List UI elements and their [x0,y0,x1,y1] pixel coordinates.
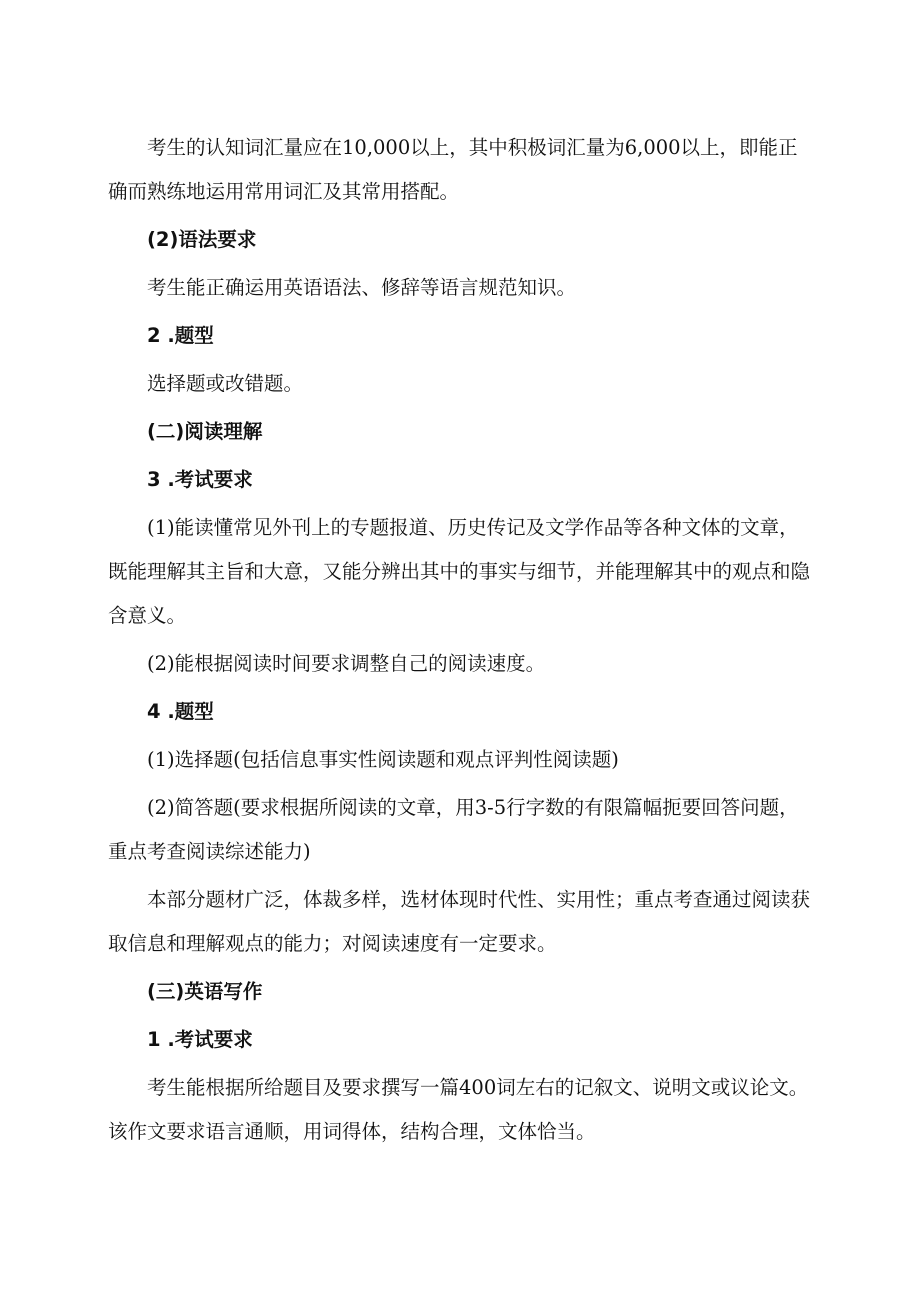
paragraph-reading-requirement-1: (1)能读懂常见外刊上的专题报道、历史传记及文学作品等各种文体的文章，既能理解其主旨和大意，又能分辨出其中的事实与细节，并能理解其中的观点和隐含意义。 [108,516,811,627]
paragraph-writing-requirement: 考生能根据所给题目及要求撰写一篇400词左右的记叙文、说明文或议论文。该作文要求语言通顺，用词得体，结构合理，文体恰当。 [108,1076,809,1143]
document-page [108,126,816,1158]
heading-english-writing: (三)英语写作 [147,980,263,1003]
paragraph-vocabulary: 考生的认知词汇量应在10,000以上，其中积极词汇量为6,000以上，即能正确而熟练地运用常用词汇及其常用搭配。 [108,136,798,203]
heading-question-types-4: 4 .题型 [147,700,214,723]
heading-exam-requirements-1: 1 .考试要求 [147,1028,253,1051]
paragraph-reading-scope: 本部分题材广泛，体裁多样，选材体现时代性、实用性；重点考查通过阅读获取信息和理解观点的能力；对阅读速度有一定要求。 [108,888,811,955]
paragraph-reading-requirement-2: (2)能根据阅读时间要求调整自己的阅读速度。 [147,652,546,675]
heading-question-types-2: 2 .题型 [147,324,214,347]
paragraph-short-answer: (2)简答题(要求根据所阅读的文章，用3-5行字数的有限篇幅扼要回答问题，重点考查阅读综述能力) [108,796,799,863]
heading-reading-comprehension: (二)阅读理解 [147,420,263,443]
paragraph-question-types: 选择题或改错题。 [147,372,304,395]
paragraph-grammar: 考生能正确运用英语语法、修辞等语言规范知识。 [147,276,577,299]
heading-exam-requirements-3: 3 .考试要求 [147,468,253,491]
paragraph-choice-questions: (1)选择题(包括信息事实性阅读题和观点评判性阅读题) [147,748,619,771]
heading-grammar-requirements: (2)语法要求 [147,228,257,251]
